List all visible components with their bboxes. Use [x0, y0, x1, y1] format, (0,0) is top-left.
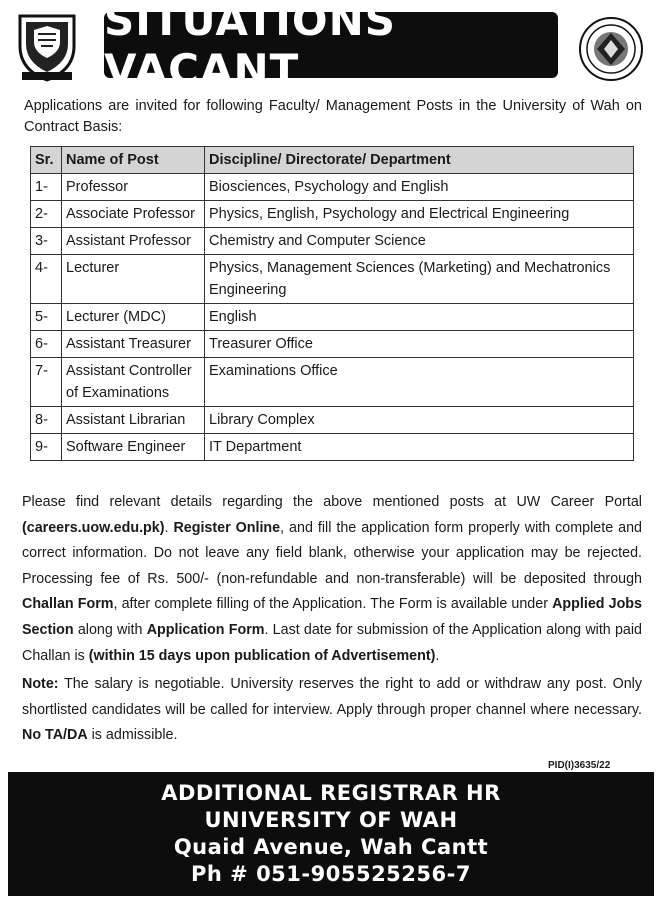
row-dept: Examinations Office	[205, 358, 634, 407]
details-text-7: .	[435, 647, 440, 664]
row-post: Assistant Treasurer	[62, 331, 205, 358]
details-text-5: along with	[73, 621, 147, 638]
row-sr: 8-	[31, 407, 62, 434]
details-text-1: Please find relevant details regarding the above mentioned posts at UW Career Portal	[22, 494, 642, 510]
header-post: Name of Post	[62, 147, 205, 174]
row-sr: 1-	[31, 174, 62, 201]
header	[0, 0, 662, 94]
table-row	[31, 331, 634, 358]
table-row	[31, 304, 634, 331]
row-sr: 6-	[31, 331, 62, 358]
row-dept: Treasurer Office	[205, 331, 634, 358]
table-row	[31, 407, 634, 434]
footer-line-university: UNIVERSITY OF WAH	[204, 808, 458, 832]
pid-number: PID(I)3635/22	[548, 760, 611, 771]
details-text-4: , after complete filling of the Application. The Form is available under	[113, 596, 553, 613]
row-post: Assistant Professor	[62, 228, 205, 255]
footer-contact	[8, 772, 654, 896]
row-dept: IT Department	[205, 434, 634, 461]
page-title: SITUATIONS VACANT	[104, 12, 558, 78]
details-text-3: , and fill the application form properly with complete and correct information. Do not leave any field blank, otherwise your application may be rejected. Processing fee of Rs. 500/- (non-refundable and non-transferable) will be deposited through	[22, 519, 642, 587]
row-post: Assistant Librarian	[62, 407, 205, 434]
row-dept: Library Complex	[205, 407, 634, 434]
register-online-text: Register Online	[173, 519, 281, 536]
tada-suffix: is admissible.	[87, 727, 178, 744]
header-dept: Discipline/ Directorate/ Department	[205, 147, 634, 174]
table-row	[31, 174, 634, 201]
details-text-2: .	[164, 519, 174, 536]
intro-text: Applications are invited for following Faculty/ Management Posts in the University of Wah on Contract Basis:	[24, 98, 642, 135]
university-crest-icon	[14, 12, 80, 82]
note-label: Note:	[22, 676, 59, 693]
footer-line-address: Quaid Avenue, Wah Cantt	[173, 835, 489, 859]
row-sr: 3-	[31, 228, 62, 255]
header-sr: Sr.	[31, 147, 62, 174]
row-dept: Biosciences, Psychology and English	[205, 174, 634, 201]
application-form-text: Application Form	[146, 621, 265, 638]
table-row	[31, 434, 634, 461]
challan-form-text: Challan Form	[22, 596, 114, 613]
table-row	[31, 228, 634, 255]
row-post: Professor	[62, 174, 205, 201]
row-post: Lecturer (MDC)	[62, 304, 205, 331]
career-portal-link[interactable]: (careers.uow.edu.pk)	[22, 519, 165, 536]
row-sr: 5-	[31, 304, 62, 331]
row-dept: Chemistry and Computer Science	[205, 228, 634, 255]
footer-line-title: ADDITIONAL REGISTRAR HR	[161, 781, 501, 805]
table-header-row	[31, 147, 634, 174]
row-sr: 4-	[31, 255, 62, 304]
applied-jobs-text: Applied Jobs Section	[22, 596, 642, 638]
row-sr: 7-	[31, 358, 62, 407]
row-post: Assistant Controller of Examinations	[62, 358, 205, 407]
university-seal-icon	[576, 16, 646, 82]
row-dept: Physics, Management Sciences (Marketing) and Mechatronics Engineering	[205, 255, 634, 304]
details-paragraph	[22, 490, 642, 669]
footer-line-phone: Ph # 051-905525256-7	[191, 862, 471, 886]
tada-text: No TA/DA	[22, 727, 88, 744]
row-post: Software Engineer	[62, 434, 205, 461]
table-row	[31, 201, 634, 228]
table-row	[31, 358, 634, 407]
details-section	[22, 490, 642, 749]
row-dept: English	[205, 304, 634, 331]
posts-table	[30, 146, 634, 461]
details-text-6: . Last date for submission of the Application along with paid Challan is	[22, 621, 642, 664]
row-sr: 9-	[31, 434, 62, 461]
note-text: The salary is negotiable. University reserves the right to add or withdraw any post. Only shortlisted candidates will be called for interview. Apply through proper channel where necessary.	[22, 676, 642, 718]
row-post: Lecturer	[62, 255, 205, 304]
row-post: Associate Professor	[62, 201, 205, 228]
deadline-text: (within 15 days upon publication of Advertisement)	[88, 647, 436, 664]
row-dept: Physics, English, Psychology and Electrical Engineering	[205, 201, 634, 228]
row-sr: 2-	[31, 201, 62, 228]
table-row	[31, 255, 634, 304]
note-paragraph	[22, 672, 642, 749]
